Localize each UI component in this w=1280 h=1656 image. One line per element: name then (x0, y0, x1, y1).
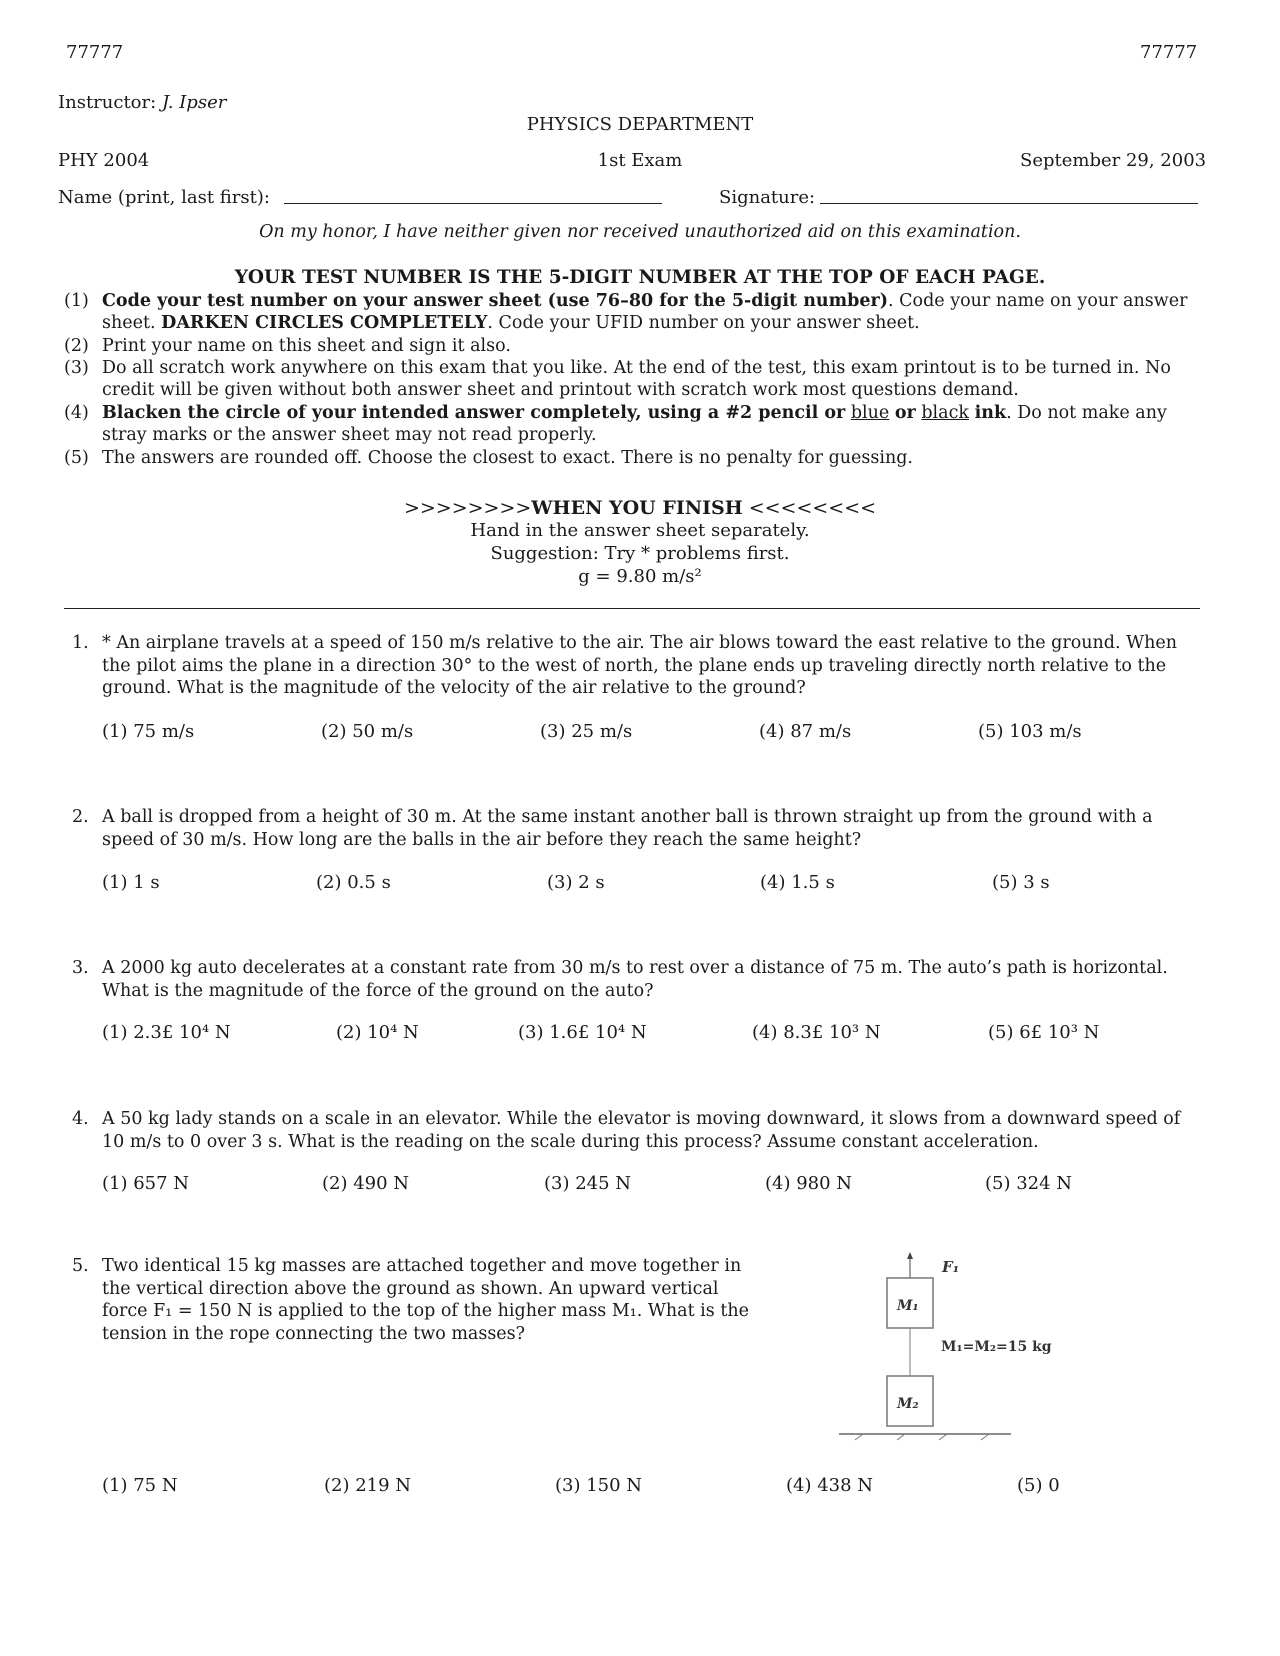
two-mass-figure (835, 1250, 1055, 1450)
q1-option-5[interactable]: (5) 103 m/s (978, 721, 1082, 742)
q3-option-4[interactable]: (4) 8.3£ 10³ N (752, 1022, 881, 1043)
q1-option-2[interactable]: (2) 50 m/s (321, 721, 414, 742)
q5-option-1[interactable]: (1) 75 N (102, 1475, 178, 1496)
q5-option-4[interactable]: (4) 438 N (786, 1475, 874, 1496)
course-code: PHY 2004 (58, 150, 150, 171)
q2-option-5[interactable]: (5) 3 s (992, 872, 1050, 893)
q1-option-1[interactable]: (1) 75 m/s (102, 721, 195, 742)
name-field-line[interactable] (284, 203, 662, 204)
q2-option-3[interactable]: (3) 2 s (547, 872, 605, 893)
q4-option-5[interactable]: (5) 324 N (985, 1173, 1073, 1194)
finish-heading: >>>>>>>>WHEN YOU FINISH <<<<<<<< (403, 497, 877, 519)
question-5: 5. Two identical 15 kg masses are attached together and move together in the vertical direction above the ground as shown. An upward vertical force F₁ = 150 N is applied to the top of the higher mass M₁. What is the tension in the rope connecting the two masses? (72, 1256, 749, 1344)
q5-option-2[interactable]: (2) 219 N (324, 1475, 412, 1496)
q1-option-3[interactable]: (3) 25 m/s (540, 721, 633, 742)
mass-note: M₁=M₂=15 kg (941, 1339, 1052, 1355)
q1-option-4[interactable]: (4) 87 m/s (759, 721, 852, 742)
q3-option-1[interactable]: (1) 2.3£ 10⁴ N (102, 1022, 231, 1043)
mass-1-label: M₁ (897, 1298, 919, 1314)
q4-option-2[interactable]: (2) 490 N (322, 1173, 410, 1194)
instructor-name: J. Ipser (161, 92, 227, 113)
instruction-1: (1) Code your test number on your answer sheet (use 76–80 for the 5-digit number). Code your name on your answer sheet. DARKEN CIRCLES COMPLETELY. Code your UFID number on your answer sheet. (64, 291, 1188, 333)
force-label: F₁ (942, 1258, 960, 1276)
q4-option-3[interactable]: (3) 245 N (544, 1173, 632, 1194)
test-number-left: 77777 (66, 42, 124, 63)
exam-title: 1st Exam (597, 150, 683, 171)
name-label: Name (print, last first): (58, 187, 270, 208)
question-2: 2. A ball is dropped from a height of 30 m. At the same instant another ball is thrown straight up from the ground with a speed of 30 m/s. How long are the balls in the air before they reach the same height? (72, 807, 1153, 850)
exam-date: September 29, 2003 (1020, 150, 1207, 171)
signature-field-line[interactable] (820, 203, 1198, 204)
q5-option-5[interactable]: (5) 0 (1017, 1475, 1060, 1496)
q4-option-4[interactable]: (4) 980 N (765, 1173, 853, 1194)
question-3: 3. A 2000 kg auto decelerates at a constant rate from 30 m/s to rest over a distance of 75 m. The auto’s path is horizontal. What is the magnitude of the force of the ground on the auto? (72, 958, 1168, 1001)
q2-option-2[interactable]: (2) 0.5 s (316, 872, 391, 893)
test-number-right: 77777 (1140, 42, 1198, 63)
signature-label: Signature: (719, 187, 816, 208)
instruction-4: (4) Blacken the circle of your intended answer completely, using a #2 pencil or blue or black ink. Do not make any stray marks or the answer sheet may not read properly. (64, 403, 1167, 445)
instruction-3: (3) Do all scratch work anywhere on this exam that you like. At the end of the test, this exam printout is to be turned in. No credit will be given without both answer sheet and printout with scratch work most questions demand. (64, 358, 1171, 400)
q2-option-1[interactable]: (1) 1 s (102, 872, 160, 893)
honor-statement: On my honor, I have neither given nor received unauthorized aid on this examination. (259, 222, 1021, 242)
mass-2-label: M₂ (897, 1396, 919, 1412)
force-arrow-head (907, 1252, 913, 1259)
q3-option-5[interactable]: (5) 6£ 10³ N (988, 1022, 1100, 1043)
department-title: PHYSICS DEPARTMENT (526, 114, 754, 135)
gravity-constant: g = 9.80 m/s² (578, 566, 702, 587)
instructor-label: Instructor: (58, 92, 157, 113)
q2-option-4[interactable]: (4) 1.5 s (760, 872, 835, 893)
instruction-5: (5) The answers are rounded off. Choose the closest to exact. There is no penalty for guessing. (64, 448, 913, 468)
finish-line-2: Suggestion: Try * problems first. (490, 543, 790, 564)
instructor-line (58, 92, 226, 113)
q4-option-1[interactable]: (1) 657 N (102, 1173, 190, 1194)
question-4: 4. A 50 kg lady stands on a scale in an elevator. While the elevator is moving downward, it slows from a downward speed of 10 m/s to 0 over 3 s. What is the reading on the scale during this process? Assume constant acceleration. (72, 1109, 1181, 1152)
instructions-heading: YOUR TEST NUMBER IS THE 5-DIGIT NUMBER AT THE TOP OF EACH PAGE. (234, 267, 1046, 288)
section-divider (64, 608, 1200, 609)
instruction-2: (2) Print your name on this sheet and sign it also. (64, 336, 511, 356)
finish-line-1: Hand in the answer sheet separately. (470, 520, 810, 541)
q5-option-3[interactable]: (3) 150 N (555, 1475, 643, 1496)
q3-option-3[interactable]: (3) 1.6£ 10⁴ N (518, 1022, 647, 1043)
ground-hatching (855, 1434, 989, 1440)
q3-option-2[interactable]: (2) 10⁴ N (336, 1022, 419, 1043)
question-1: 1. * An airplane travels at a speed of 150 m/s relative to the air. The air blows toward the east relative to the ground. When the pilot aims the plane in a direction 30° to the west of north, the plane ends up traveling directly north relative to the ground. What is the magnitude of the velocity of the air relative to the ground? (72, 633, 1177, 698)
